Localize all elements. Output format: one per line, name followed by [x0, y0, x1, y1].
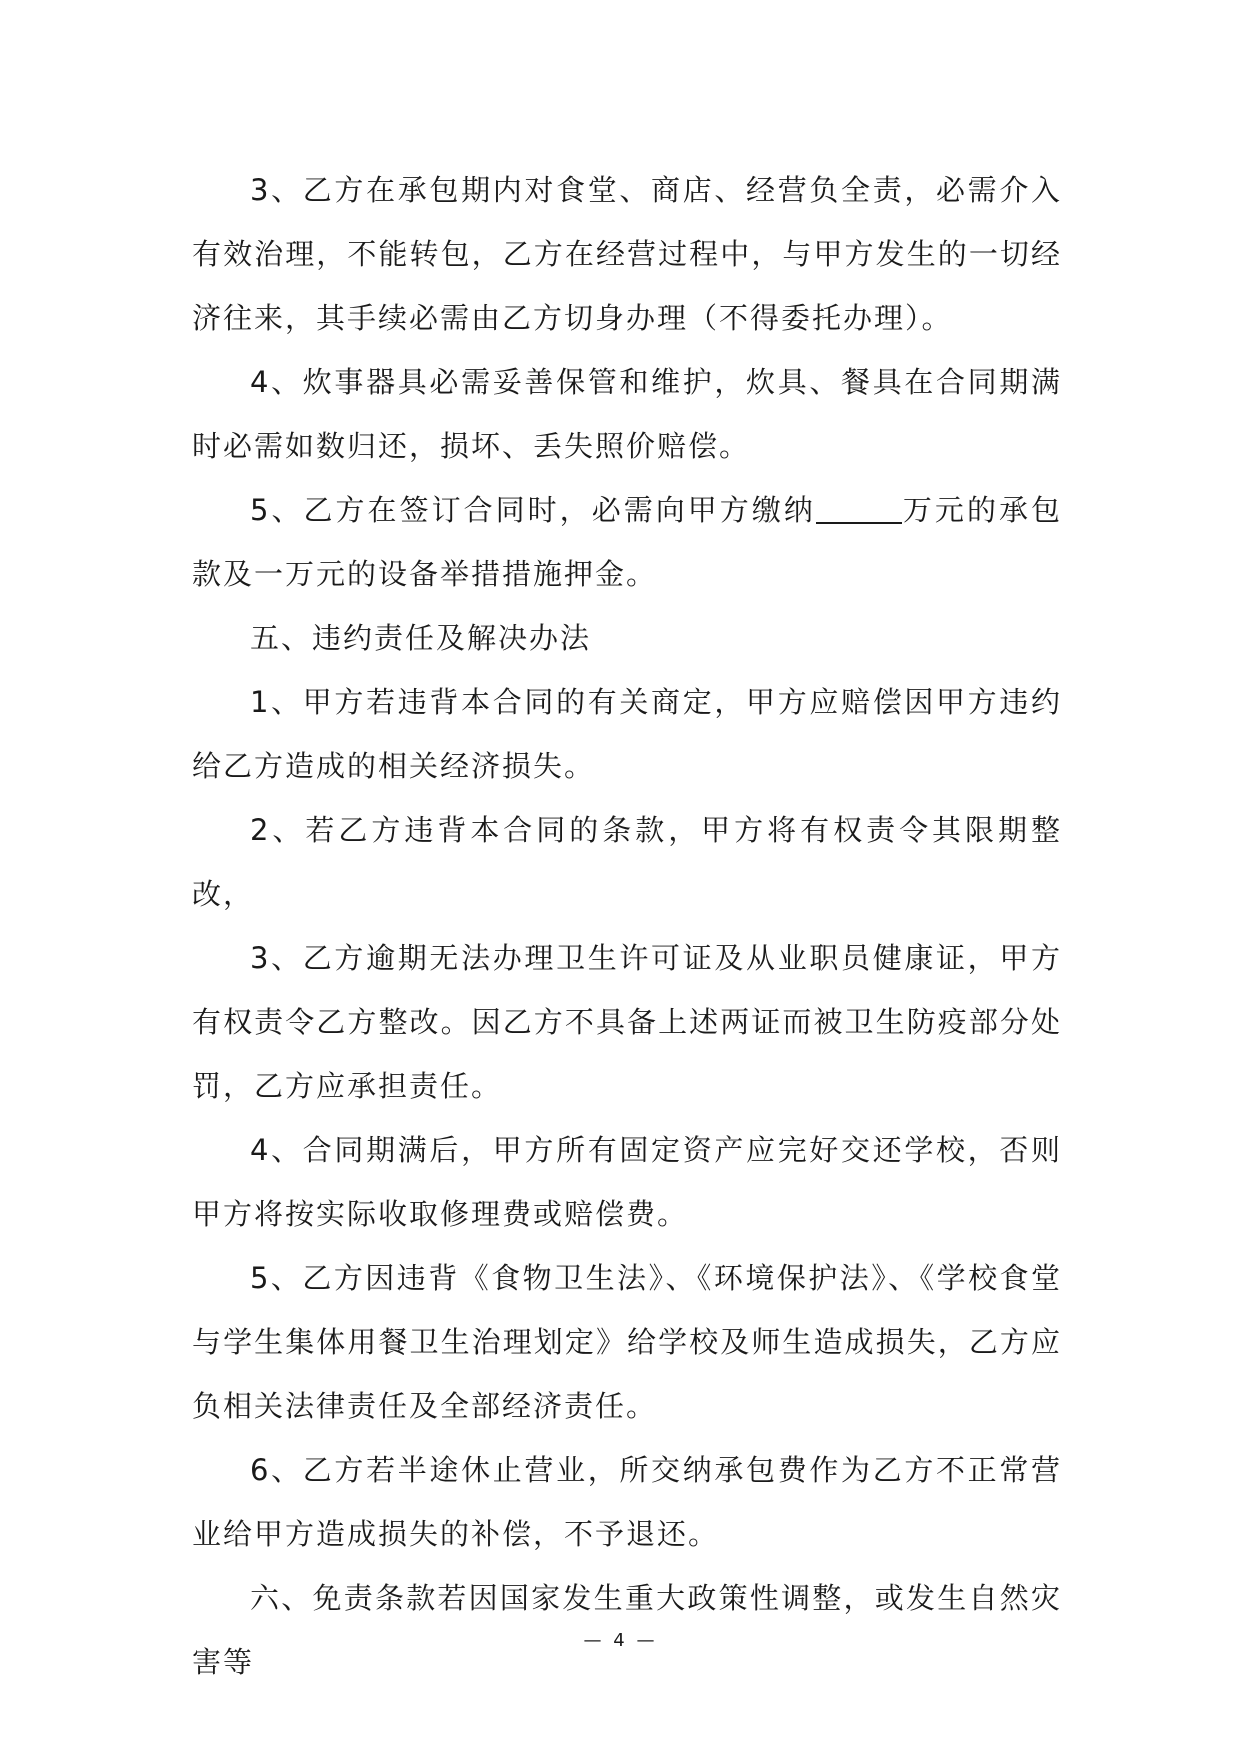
paragraph-utensils: 4、炊事器具必需妥善保管和维护，炊具、餐具在合同期满时必需如数归还，损坏、丢失照价赔偿。 [192, 365, 1062, 463]
deposit-text-before: 5、乙方在签订合同时，必需向甲方缴纳 [250, 493, 816, 527]
paragraph-responsibility: 3、乙方在承包期内对食堂、商店、经营负全责，必需介入有效治理，不能转包，乙方在经营过程中，与甲方发生的一切经济往来，其手续必需由乙方切身办理（不得委托办理）。 [192, 173, 1062, 335]
amount-blank [816, 492, 902, 524]
deposit-text-after: 万元的承包款及一万元的设备举措措施押金。 [192, 493, 1062, 591]
paragraph-deposit [192, 478, 1062, 606]
paragraph-breach-3: 3、乙方逾期无法办理卫生许可证及从业职员健康证，甲方有权责令乙方整改。因乙方不具备上述两证而被卫生防疫部分处罚，乙方应承担责任。 [192, 941, 1062, 1103]
paragraph-breach-6: 6、乙方若半途休止营业，所交纳承包费作为乙方不正常营业给甲方造成损失的补偿，不予退还。 [192, 1453, 1062, 1551]
paragraph-breach-5: 5、乙方因违背《食物卫生法》、《环境保护法》、《学校食堂与学生集体用餐卫生治理划定》给学校及师生造成损失，乙方应负相关法律责任及全部经济责任。 [192, 1261, 1062, 1423]
paragraph-breach-4: 4、合同期满后，甲方所有固定资产应完好交还学校，否则甲方将按实际收取修理费或赔偿费。 [192, 1133, 1062, 1231]
section-heading-exemption: 六、免责条款若因国家发生重大政策性调整，或发生自然灾害等 [192, 1581, 1062, 1679]
paragraph-breach-2: 2、若乙方违背本合同的条款，甲方将有权责令其限期整改， [192, 813, 1062, 911]
section-heading-breach: 五、违约责任及解决办法 [250, 621, 592, 655]
page-number: — 4 — [583, 1630, 658, 1651]
paragraph-breach-1: 1、甲方若违背本合同的有关商定，甲方应赔偿因甲方违约给乙方造成的相关经济损失。 [192, 685, 1062, 783]
document-body [192, 158, 1062, 1694]
